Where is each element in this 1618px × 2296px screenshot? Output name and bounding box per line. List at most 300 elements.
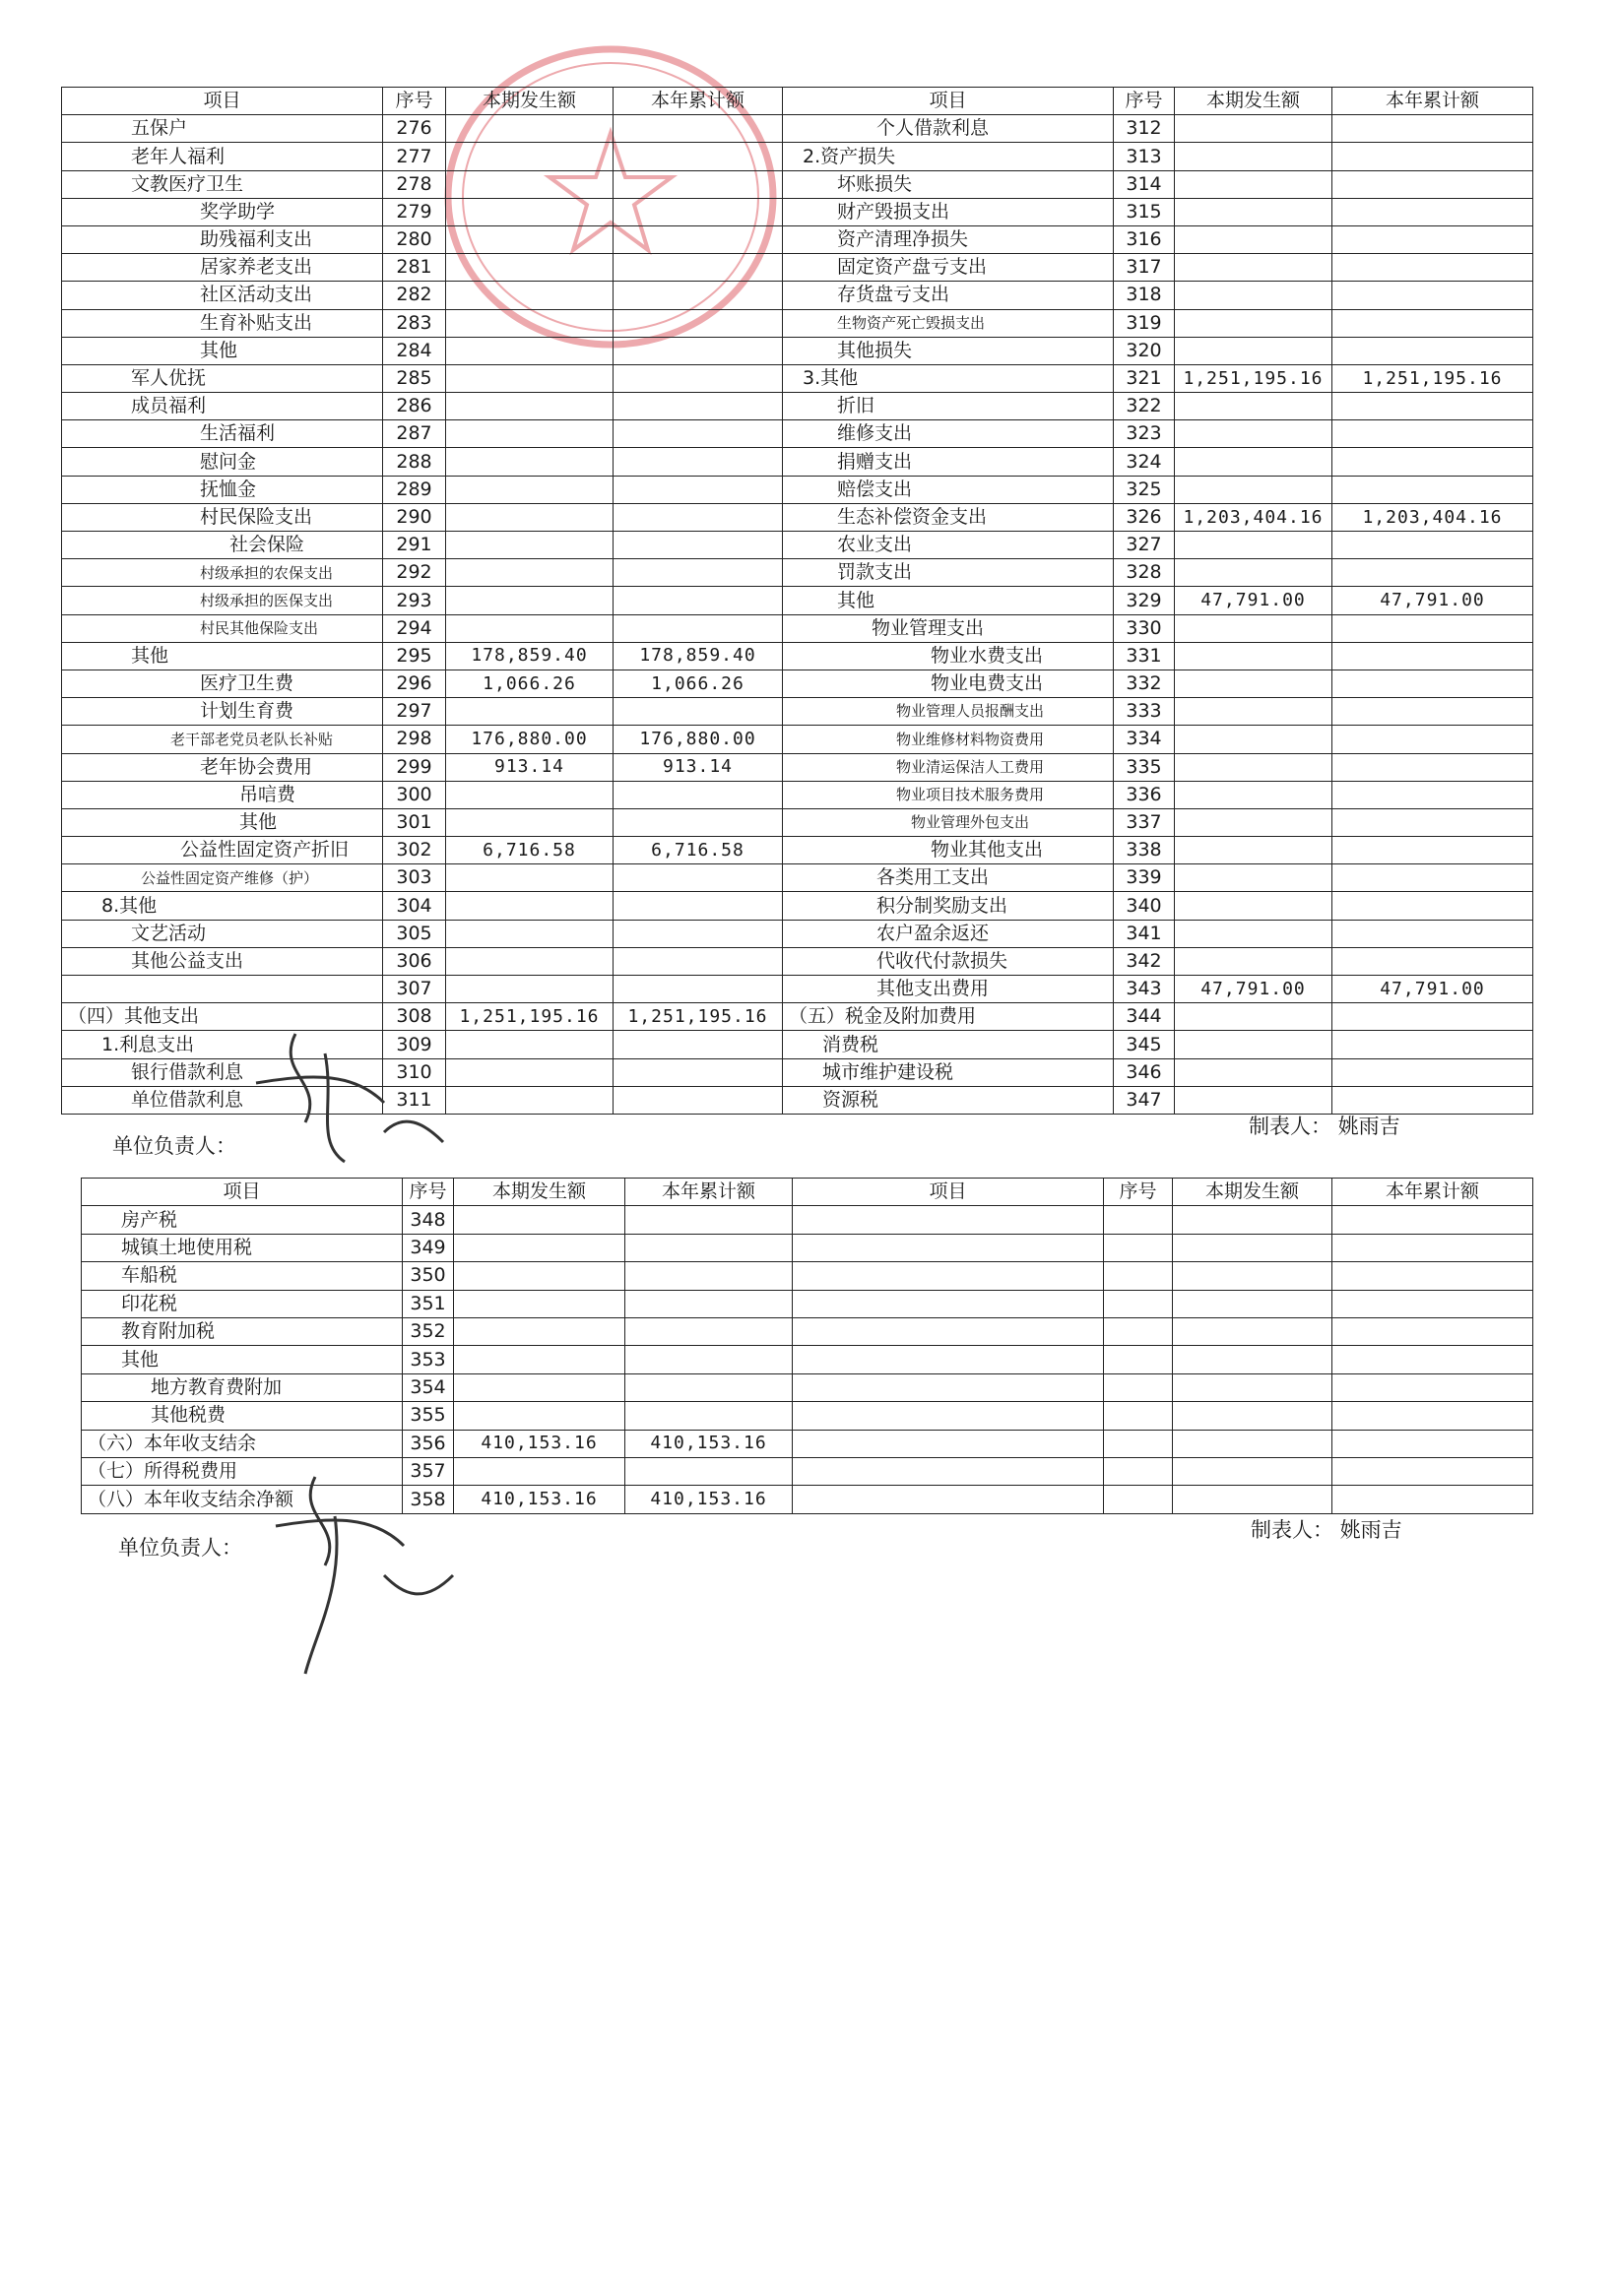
ytd-amount-cell-right [1332,892,1533,920]
ytd-amount-cell-right [1332,1058,1533,1086]
seq-cell-right: 340 [1114,892,1175,920]
item-cell: 五保户 [62,115,383,143]
ytd-amount-cell [614,337,783,364]
table-row [62,808,1533,836]
seq-cell: 353 [403,1346,454,1373]
table-row [62,170,1533,198]
seq-cell-right: 346 [1114,1058,1175,1086]
current-amount-cell-right [1175,726,1332,753]
ytd-amount-cell [614,143,783,170]
seq-cell-right: 312 [1114,115,1175,143]
item-cell: 地方教育费附加 [82,1373,403,1401]
ytd-amount-cell [625,1234,793,1261]
item-cell-right: 物业管理人员报酬支出 [783,698,1114,726]
item-cell-right: （五）税金及附加费用 [783,1003,1114,1031]
item-cell: 教育附加税 [82,1317,403,1345]
item-cell: 老干部老党员老队长补贴 [62,726,383,753]
ytd-amount-cell [614,115,783,143]
item-cell-right: 各类用工支出 [783,864,1114,892]
ytd-amount-cell-right [1332,947,1533,975]
current-amount-cell-right [1175,337,1332,364]
seq-cell: 356 [403,1430,454,1457]
current-amount-cell [446,1058,614,1086]
header-seq: 序号 [383,88,446,115]
current-amount-cell [454,1317,625,1345]
seq-cell-right [1104,1402,1173,1430]
current-amount-cell-right [1175,115,1332,143]
ytd-amount-cell [614,947,783,975]
header-item-right: 项目 [793,1179,1104,1206]
seq-cell: 303 [383,864,446,892]
item-cell: 成员福利 [62,393,383,420]
seq-cell: 305 [383,920,446,947]
item-cell-right: 物业维修材料物资费用 [783,726,1114,753]
item-cell: 社会保险 [62,532,383,559]
table-row [62,198,1533,225]
header-item: 项目 [62,88,383,115]
table-row [82,1402,1533,1430]
item-cell: 文教医疗卫生 [62,170,383,198]
ytd-amount-cell-right [1332,670,1533,697]
ytd-amount-cell [614,503,783,531]
current-amount-cell-right [1175,448,1332,476]
table-row [62,393,1533,420]
item-cell: 生活福利 [62,420,383,448]
current-amount-cell-right [1175,225,1332,253]
ytd-amount-cell-right [1332,559,1533,587]
seq-cell-right [1104,1206,1173,1234]
seq-cell: 298 [383,726,446,753]
table-row [62,726,1533,753]
item-cell-right: 其他支出费用 [783,976,1114,1003]
item-cell: 其他税费 [82,1402,403,1430]
seq-cell-right: 323 [1114,420,1175,448]
seq-cell: 352 [403,1317,454,1345]
seq-cell: 299 [383,753,446,781]
ytd-amount-cell [625,1290,793,1317]
preparer-name-2: 姚雨吉 [1339,1518,1402,1542]
ytd-amount-cell-right [1332,1402,1533,1430]
ytd-amount-cell [614,198,783,225]
item-cell: 城镇土地使用税 [82,1234,403,1261]
ytd-amount-cell [625,1317,793,1345]
item-cell-right [793,1317,1104,1345]
item-cell-right [793,1346,1104,1373]
ytd-amount-cell [614,698,783,726]
seq-cell-right: 336 [1114,781,1175,808]
current-amount-cell: 176,880.00 [446,726,614,753]
current-amount-cell [446,476,614,503]
seq-cell: 296 [383,670,446,697]
ytd-amount-cell [614,864,783,892]
seq-cell: 357 [403,1457,454,1485]
current-amount-cell-right [1173,1402,1332,1430]
current-amount-cell-right [1175,1058,1332,1086]
seq-cell-right: 341 [1114,920,1175,947]
header-ytd-right: 本年累计额 [1332,1179,1533,1206]
current-amount-cell-right [1175,920,1332,947]
seq-cell: 288 [383,448,446,476]
current-amount-cell-right [1175,642,1332,670]
current-amount-cell: 1,066.26 [446,670,614,697]
current-amount-cell [446,559,614,587]
ytd-amount-cell [614,808,783,836]
seq-cell: 278 [383,170,446,198]
seq-cell: 304 [383,892,446,920]
table-row [62,143,1533,170]
item-cell-right: 其他 [783,587,1114,614]
item-cell-right [793,1234,1104,1261]
seq-cell-right: 319 [1114,309,1175,337]
current-amount-cell [446,698,614,726]
seq-cell-right: 337 [1114,808,1175,836]
ytd-amount-cell [614,532,783,559]
item-cell: 公益性固定资产维修（护） [62,864,383,892]
ytd-amount-cell: 6,716.58 [614,837,783,864]
table-header-row [82,1179,1533,1206]
current-amount-cell-right [1173,1290,1332,1317]
ytd-amount-cell: 176,880.00 [614,726,783,753]
seq-cell-right: 326 [1114,503,1175,531]
ytd-amount-cell-right [1332,1262,1533,1290]
seq-cell-right: 315 [1114,198,1175,225]
current-amount-cell-right [1175,892,1332,920]
ytd-amount-cell [614,309,783,337]
seq-cell-right: 316 [1114,225,1175,253]
seq-cell-right [1104,1430,1173,1457]
current-amount-cell-right [1175,837,1332,864]
item-cell: 助残福利支出 [62,225,383,253]
ytd-amount-cell [614,781,783,808]
header-item: 项目 [82,1179,403,1206]
table-row [62,976,1533,1003]
current-amount-cell-right [1175,254,1332,282]
ytd-amount-cell [614,476,783,503]
current-amount-cell [446,864,614,892]
current-amount-cell-right: 47,791.00 [1175,587,1332,614]
current-amount-cell [446,448,614,476]
current-amount-cell [446,393,614,420]
current-amount-cell [446,143,614,170]
current-amount-cell: 1,251,195.16 [446,1003,614,1031]
tax-table-bottom [81,1178,1533,1514]
ytd-amount-cell-right: 1,251,195.16 [1332,364,1533,392]
ytd-amount-cell [614,1058,783,1086]
ytd-amount-cell-right [1332,393,1533,420]
ytd-amount-cell [614,225,783,253]
seq-cell-right [1104,1346,1173,1373]
seq-cell-right [1104,1317,1173,1345]
current-amount-cell-right [1175,170,1332,198]
expense-table-top [61,87,1533,1115]
current-amount-cell [446,420,614,448]
item-cell-right [793,1262,1104,1290]
seq-cell: 279 [383,198,446,225]
ytd-amount-cell-right [1332,808,1533,836]
ytd-amount-cell [614,559,783,587]
current-amount-cell [446,781,614,808]
header-current: 本期发生额 [446,88,614,115]
seq-cell: 285 [383,364,446,392]
item-cell-right: 物业项目技术服务费用 [783,781,1114,808]
current-amount-cell-right [1175,476,1332,503]
item-cell-right: 坏账损失 [783,170,1114,198]
ytd-amount-cell [614,1031,783,1058]
item-cell-right [793,1206,1104,1234]
current-amount-cell [446,337,614,364]
seq-cell-right: 331 [1114,642,1175,670]
current-amount-cell [454,1262,625,1290]
seq-cell-right [1104,1234,1173,1261]
ytd-amount-cell-right [1332,864,1533,892]
item-cell-right: 3.其他 [783,364,1114,392]
item-cell: 村民其他保险支出 [62,614,383,642]
current-amount-cell-right [1175,670,1332,697]
seq-cell-right: 343 [1114,976,1175,1003]
seq-cell-right: 344 [1114,1003,1175,1031]
ytd-amount-cell-right [1332,225,1533,253]
current-amount-cell-right [1175,614,1332,642]
item-cell: 老年协会费用 [62,753,383,781]
ytd-amount-cell-right [1332,642,1533,670]
current-amount-cell [446,170,614,198]
seq-cell-right: 347 [1114,1086,1175,1114]
ytd-amount-cell-right [1332,170,1533,198]
table-row [62,1058,1533,1086]
ytd-amount-cell-right [1332,753,1533,781]
item-cell: 社区活动支出 [62,282,383,309]
item-cell-right [793,1373,1104,1401]
table-row [62,448,1533,476]
seq-cell: 302 [383,837,446,864]
current-amount-cell-right [1175,1031,1332,1058]
item-cell-right: 消费税 [783,1031,1114,1058]
seq-cell: 348 [403,1206,454,1234]
item-cell-right: 个人借款利息 [783,115,1114,143]
ytd-amount-cell [625,1457,793,1485]
item-cell-right: 农户盈余返还 [783,920,1114,947]
table-row [62,420,1533,448]
table-row [62,364,1533,392]
ytd-amount-cell-right [1332,1457,1533,1485]
seq-cell-right [1104,1373,1173,1401]
current-amount-cell [446,1031,614,1058]
seq-cell: 349 [403,1234,454,1261]
current-amount-cell-right [1175,559,1332,587]
table-row [62,282,1533,309]
item-cell-right: 维修支出 [783,420,1114,448]
current-amount-cell [446,808,614,836]
preparer-label-2 [1251,1514,1402,1544]
current-amount-cell [454,1457,625,1485]
seq-cell: 280 [383,225,446,253]
current-amount-cell-right: 47,791.00 [1175,976,1332,1003]
item-cell: 村民保险支出 [62,503,383,531]
ytd-amount-cell-right [1332,143,1533,170]
seq-cell-right: 335 [1114,753,1175,781]
item-cell: 老年人福利 [62,143,383,170]
current-amount-cell-right [1175,753,1332,781]
ytd-amount-cell [614,920,783,947]
current-amount-cell [454,1206,625,1234]
item-cell: 其他 [62,808,383,836]
seq-cell: 287 [383,420,446,448]
table-row [62,115,1533,143]
ytd-amount-cell: 410,153.16 [625,1430,793,1457]
seq-cell: 283 [383,309,446,337]
header-item-right: 项目 [783,88,1114,115]
current-amount-cell [446,532,614,559]
ytd-amount-cell [625,1206,793,1234]
table-row [62,753,1533,781]
ytd-amount-cell-right [1332,254,1533,282]
header-ytd: 本年累计额 [625,1179,793,1206]
item-cell-right: 物业电费支出 [783,670,1114,697]
item-cell-right: 生态补偿资金支出 [783,503,1114,531]
item-cell-right: 城市维护建设税 [783,1058,1114,1086]
ytd-amount-cell-right [1332,698,1533,726]
seq-cell: 350 [403,1262,454,1290]
seq-cell: 310 [383,1058,446,1086]
current-amount-cell [446,947,614,975]
item-cell-right: 物业管理外包支出 [783,808,1114,836]
item-cell: 慰问金 [62,448,383,476]
ytd-amount-cell: 1,251,195.16 [614,1003,783,1031]
current-amount-cell-right [1173,1346,1332,1373]
ytd-amount-cell-right [1332,1346,1533,1373]
item-cell: 单位借款利息 [62,1086,383,1114]
current-amount-cell-right [1173,1234,1332,1261]
current-amount-cell-right [1175,198,1332,225]
current-amount-cell [454,1234,625,1261]
item-cell: 其他公益支出 [62,947,383,975]
ytd-amount-cell [614,587,783,614]
current-amount-cell [446,587,614,614]
seq-cell-right: 317 [1114,254,1175,282]
seq-cell: 291 [383,532,446,559]
ytd-amount-cell [614,448,783,476]
seq-cell-right: 324 [1114,448,1175,476]
item-cell-right: 资产清理净损失 [783,225,1114,253]
seq-cell-right: 322 [1114,393,1175,420]
ytd-amount-cell: 178,859.40 [614,642,783,670]
current-amount-cell-right [1175,282,1332,309]
current-amount-cell-right [1173,1430,1332,1457]
table-row [82,1346,1533,1373]
ytd-amount-cell-right [1332,476,1533,503]
table-row [62,587,1533,614]
table-row [62,947,1533,975]
ytd-amount-cell-right [1332,1486,1533,1513]
item-cell-right: 捐赠支出 [783,448,1114,476]
item-cell-right: 生物资产死亡毁损支出 [783,309,1114,337]
preparer-label-text-2: 制表人： [1251,1518,1333,1542]
current-amount-cell-right [1175,698,1332,726]
table-row [82,1290,1533,1317]
current-amount-cell: 6,716.58 [446,837,614,864]
ytd-amount-cell-right [1332,1373,1533,1401]
seq-cell: 311 [383,1086,446,1114]
ytd-amount-cell-right [1332,726,1533,753]
current-amount-cell [454,1290,625,1317]
item-cell-right: 2.资产损失 [783,143,1114,170]
item-cell: 其他 [62,642,383,670]
item-cell: 其他 [82,1346,403,1373]
item-cell-right: 代收代付款损失 [783,947,1114,975]
table-row [62,225,1533,253]
item-cell-right: 其他损失 [783,337,1114,364]
item-cell-right: 物业水费支出 [783,642,1114,670]
seq-cell-right [1104,1290,1173,1317]
table-row [82,1262,1533,1290]
responsible-label: 单位负责人： [112,1134,236,1158]
ytd-amount-cell-right [1332,448,1533,476]
table-row [62,503,1533,531]
current-amount-cell [446,254,614,282]
seq-cell: 297 [383,698,446,726]
item-cell: 计划生育费 [62,698,383,726]
current-amount-cell-right [1175,393,1332,420]
seq-cell-right: 339 [1114,864,1175,892]
table-row [62,864,1533,892]
seq-cell: 306 [383,947,446,975]
item-cell: 生育补贴支出 [62,309,383,337]
seq-cell: 358 [403,1486,454,1513]
item-cell-right [793,1402,1104,1430]
seq-cell: 286 [383,393,446,420]
ytd-amount-cell-right [1332,198,1533,225]
current-amount-cell [446,614,614,642]
item-cell: 村级承担的医保支出 [62,587,383,614]
header-seq-right: 序号 [1114,88,1175,115]
ytd-amount-cell-right [1332,1430,1533,1457]
table-row [82,1430,1533,1457]
ytd-amount-cell [614,1086,783,1114]
ytd-amount-cell-right [1332,309,1533,337]
current-amount-cell: 913.14 [446,753,614,781]
current-amount-cell-right [1175,808,1332,836]
responsible-label-2: 单位负责人： [118,1536,242,1560]
current-amount-cell [454,1346,625,1373]
table-row [62,670,1533,697]
ytd-amount-cell-right [1332,282,1533,309]
item-cell: 车船税 [82,1262,403,1290]
current-amount-cell [446,976,614,1003]
item-cell: （八）本年收支结余净额 [82,1486,403,1513]
ytd-amount-cell [614,170,783,198]
seq-cell-right: 325 [1114,476,1175,503]
ytd-amount-cell [625,1262,793,1290]
ytd-amount-cell [614,614,783,642]
ytd-amount-cell-right [1332,920,1533,947]
ytd-amount-cell-right [1332,1290,1533,1317]
ytd-amount-cell-right: 1,203,404.16 [1332,503,1533,531]
ytd-amount-cell [614,976,783,1003]
header-seq: 序号 [403,1179,454,1206]
seq-cell-right: 313 [1114,143,1175,170]
item-cell-right: 物业其他支出 [783,837,1114,864]
seq-cell: 355 [403,1402,454,1430]
item-cell: （六）本年收支结余 [82,1430,403,1457]
seq-cell: 284 [383,337,446,364]
seq-cell: 293 [383,587,446,614]
item-cell: 其他 [62,337,383,364]
item-cell: （七）所得税费用 [82,1457,403,1485]
item-cell-right: 赔偿支出 [783,476,1114,503]
item-cell: （四）其他支出 [62,1003,383,1031]
ytd-amount-cell [614,364,783,392]
table-row [62,1031,1533,1058]
